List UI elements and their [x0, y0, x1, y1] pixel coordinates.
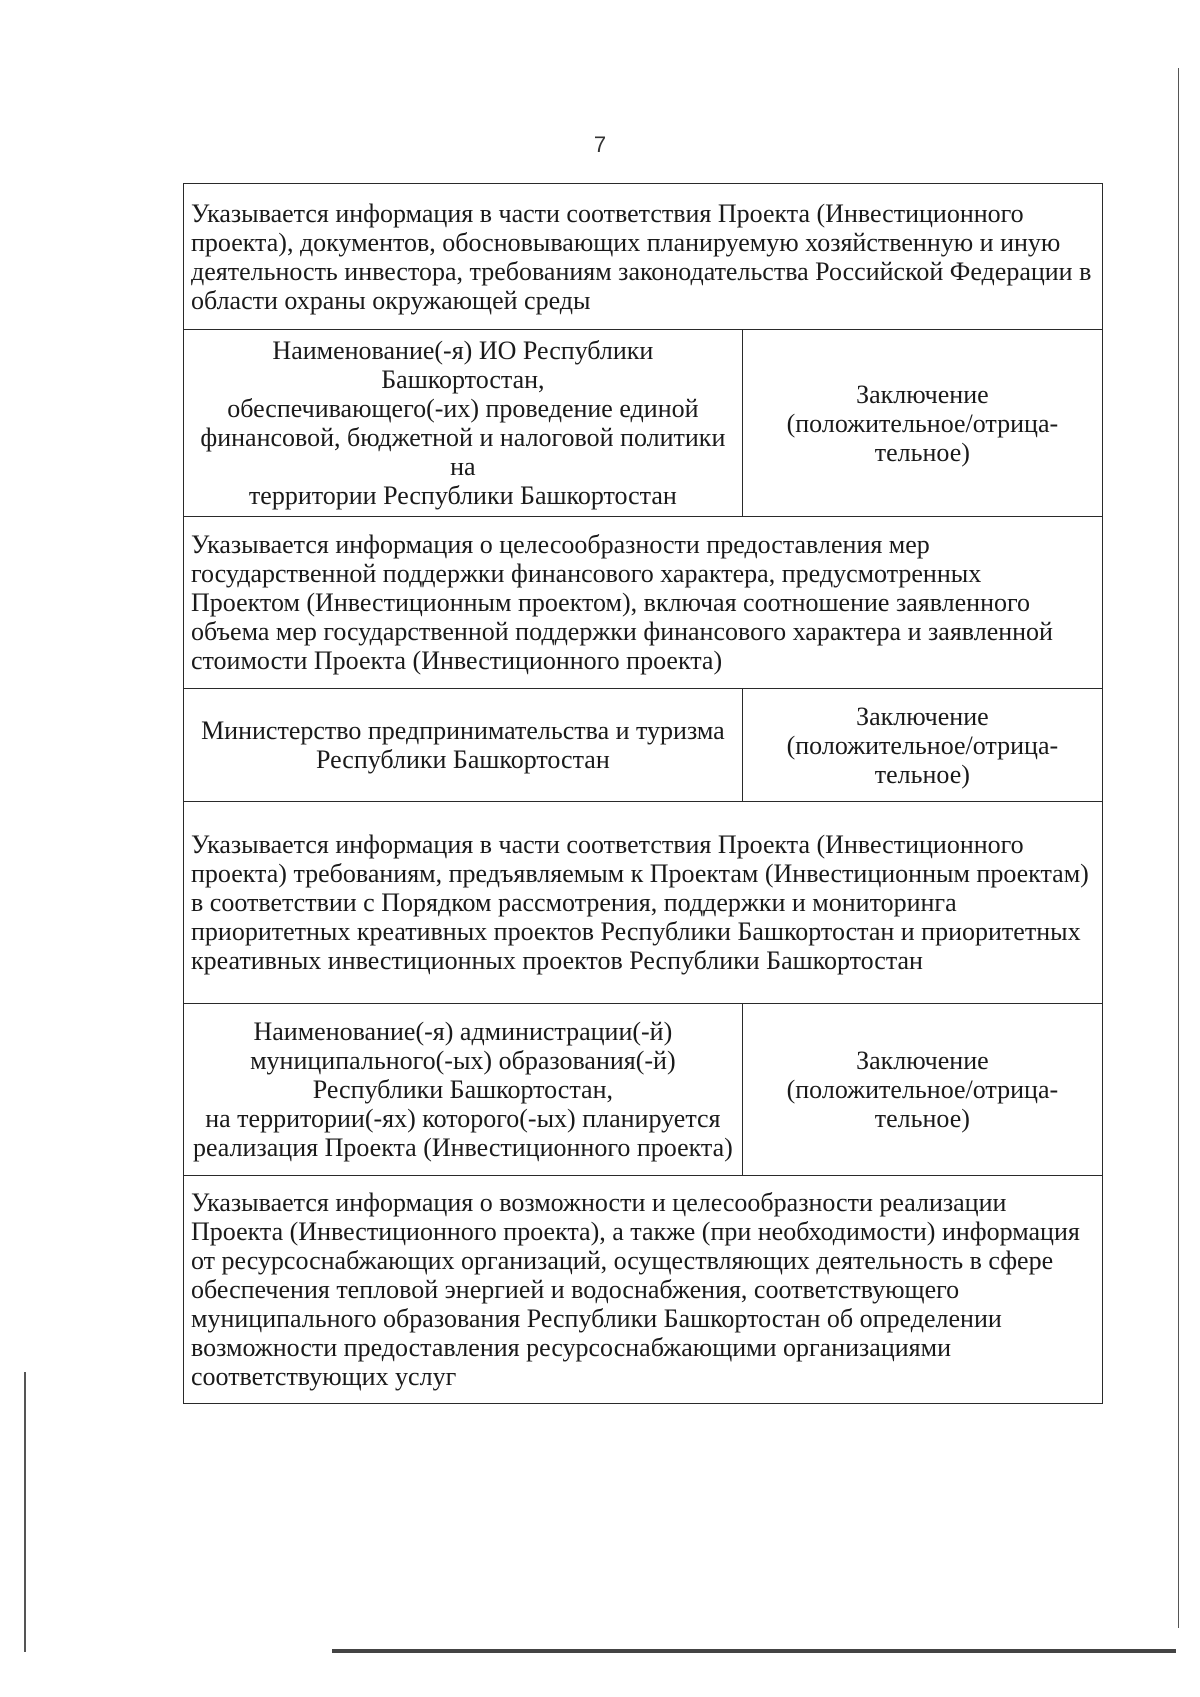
scan-edge-right [1178, 68, 1179, 1628]
table-row [184, 517, 1103, 689]
info-text-state-support: Указывается информация о целесообразности предоставления мер государственной поддержки финансового характера, предусмотренных Проектом (Инвестиционным проектом), включая соотношение заявленного объема мер государственной поддержки финансового характера и заявленной стоимости Проекта (Инвестиционного проекта) [184, 517, 1103, 689]
authority-name-finance: Наименование(-я) ИО Республики Башкортостан, обеспечивающего(-их) проведение единой финансовой, бюджетной и налоговой политики на территории Республики Башкортостан [184, 330, 743, 517]
scan-edge-left [24, 1372, 26, 1652]
info-text-environment: Указывается информация в части соответствия Проекта (Инвестиционного проекта), документов, обосновывающих планируемую хозяйственную и иную деятельность инвестора, требованиям законодательства Российской Федерации в области охраны окружающей среды [184, 184, 1103, 330]
table-row [184, 802, 1103, 1004]
verdict-entrepreneurship: Заключение (положительное/отрица- тельное) [742, 689, 1102, 802]
verdict-finance: Заключение (положительное/отрица- тельное) [742, 330, 1102, 517]
info-text-creative-projects: Указывается информация в части соответствия Проекта (Инвестиционного проекта) требованиям, предъявляемым к Проектам (Инвестиционным проектам) в соответствии с Порядком рассмотрения, поддержки и мониторинга приоритетных креативных проектов Республики Башкортостан и приоритетных креативных инвестиционных проектов Республики Башкортостан [184, 802, 1103, 1004]
authority-name-entrepreneurship: Министерство предпринимательства и туризма Республики Башкортостан [184, 689, 743, 802]
verdict-municipality: Заключение (положительное/отрица- тельное) [742, 1004, 1102, 1176]
conclusions-table [183, 183, 1103, 1404]
table-row [184, 1176, 1103, 1404]
page-number: 7 [593, 132, 607, 157]
table-row [184, 1004, 1103, 1176]
table-row [184, 330, 1103, 517]
scan-edge-bottom [332, 1649, 1176, 1653]
table-row [184, 689, 1103, 802]
authority-name-municipality: Наименование(-я) администрации(-й) муниципального(-ых) образования(-й) Республики Башкортостан, на территории(-ях) которого(-ых) планируется реализация Проекта (Инвестиционного проекта) [184, 1004, 743, 1176]
table-row [184, 184, 1103, 330]
info-text-feasibility: Указывается информация о возможности и целесообразности реализации Проекта (Инвестиционного проекта), а также (при необходимости) информация от ресурсоснабжающих организаций, осуществляющих деятельность в сфере обеспечения тепловой энергией и водоснабжения, соответствующего муниципального образования Республики Башкортостан об определении возможности предоставления ресурсоснабжающими организациями соответствующих услуг [184, 1176, 1103, 1404]
